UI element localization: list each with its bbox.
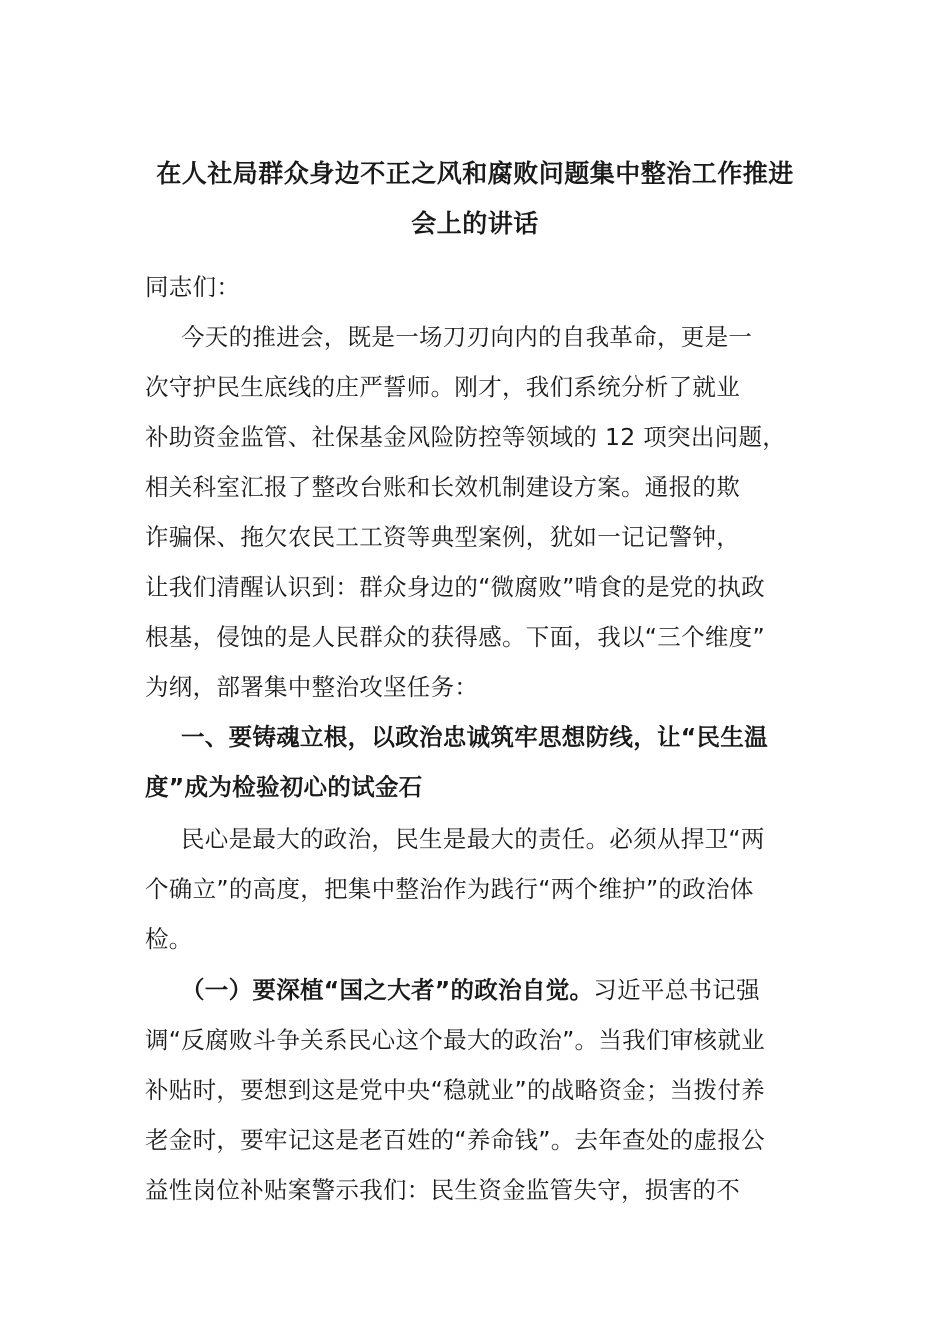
paragraph-1-line: 今天的推进会，既是一场刀刃向内的自我革命，更是一 — [181, 323, 753, 351]
paragraph-2-line: 个确立”的高度，把集中整治作为践行“两个维护”的政治体 — [145, 875, 754, 903]
document-title-line-1: 在人社局群众身边不正之风和腐败问题集中整治工作推进 — [156, 159, 794, 188]
paragraph-1-line: 次守护民生底线的庄严誓师。刚才，我们系统分析了就业 — [145, 373, 740, 401]
paragraph-1-line: 为纲，部署集中整治攻坚任务： — [145, 673, 479, 701]
paragraph-3-line: 调“反腐败斗争关系民心这个最大的政治”。当我们审核就业 — [145, 1026, 765, 1054]
document-title-line-2: 会上的讲话 — [411, 209, 539, 238]
paragraph-3-first-line — [181, 975, 760, 1005]
paragraph-1-line: 根基，侵蚀的是人民群众的获得感。下面，我以“三个维度” — [145, 623, 765, 651]
section-heading-1-line: 度”成为检验初心的试金石 — [145, 773, 423, 801]
section-heading-1-line: 一、要铸魂立根，以政治忠诚筑牢思想防线，让“民生温 — [181, 723, 768, 751]
paragraph-1-line: 补助资金监管、社保基金风险防控等领域的 12 项突出问题， — [145, 423, 787, 451]
paragraph-2-line: 检。 — [145, 925, 193, 953]
paragraph-2-line: 民心是最大的政治，民生是最大的责任。必须从捍卫“两 — [181, 825, 765, 853]
paragraph-1-line: 诈骗保、拖欠农民工工资等典型案例，犹如一记记警钟， — [145, 523, 740, 551]
paragraph-3-lead-text: 习近平总书记强 — [593, 976, 760, 1004]
subheading-1: （一）要深植“国之大者”的政治自觉。 — [181, 976, 594, 1004]
paragraph-1-line: 相关科室汇报了整改台账和长效机制建设方案。通报的欺 — [145, 473, 740, 501]
paragraph-3-line: 老金时，要牢记这是老百姓的“养命钱”。去年查处的虚报公 — [145, 1126, 765, 1154]
paragraph-1-line: 让我们清醒认识到：群众身边的“微腐败”啃食的是党的执政 — [145, 573, 765, 601]
paragraph-3-line: 补贴时，要想到这是党中央“稳就业”的战略资金；当拨付养 — [145, 1076, 765, 1104]
paragraph-3-line: 益性岗位补贴案警示我们：民生资金监管失守，损害的不 — [145, 1176, 740, 1204]
salutation: 同志们： — [145, 273, 241, 301]
